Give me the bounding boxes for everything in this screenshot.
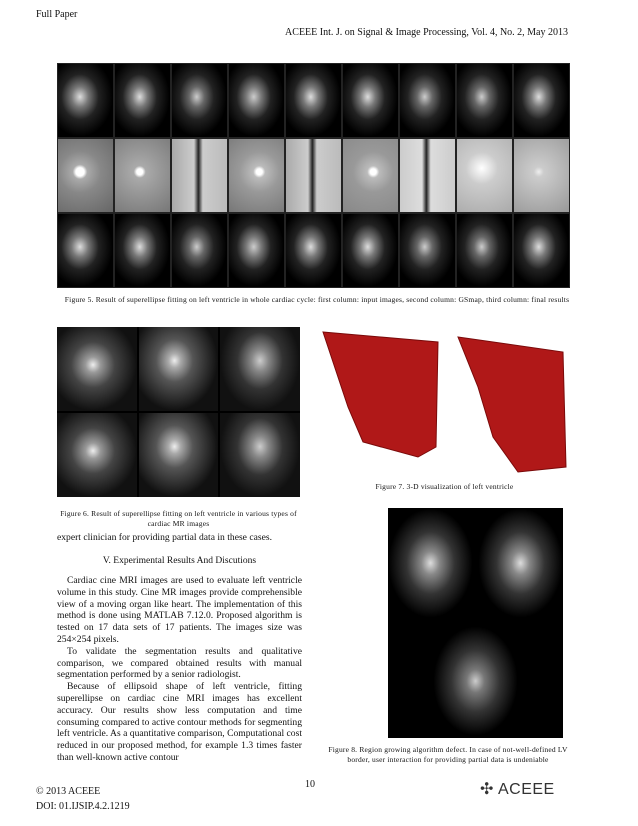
figure-5-image xyxy=(57,63,570,288)
body-lead-text: expert clinician for providing partial data in these cases. xyxy=(57,532,272,543)
running-head-left: Full Paper xyxy=(36,9,78,20)
figure-5-caption: Figure 5. Result of superellipse fitting on left ventricle in whole cardiac cycle: first column: input images, second column: GSmap, third column: final results xyxy=(64,295,570,304)
figure-5-row-gsmap xyxy=(57,138,570,213)
section-title: V. Experimental Results And Discutions xyxy=(102,556,257,566)
figure-7-image xyxy=(318,327,571,475)
figure-6-caption: Figure 6. Result of superellipse fitting on left ventricle in various types of cardiac MR images xyxy=(60,509,297,528)
footer-info xyxy=(36,784,130,814)
body-paragraphs xyxy=(57,575,302,764)
logo-text: ACEEE xyxy=(497,781,555,798)
running-head-right: ACEEE Int. J. on Signal & Image Processing, Vol. 4, No. 2, May 2013 xyxy=(285,27,568,38)
paragraph: Cardiac cine MRI images are used to evaluate left ventricle volume in this study. Cine MR images provide comprehensible view of a moving organ like heart. The implementation of this method is done using MATLAB 7.12.0. Proposed algorithm is tested on 17 data sets of 17 patients. The images size was 254×254 pixels. xyxy=(57,575,302,645)
figure-6-image xyxy=(57,327,300,497)
paragraph: Because of ellipsoid shape of left ventricle, fitting superellipse on cardiac cine MRI images has excellent accuracy. Our results show less computation and time consuming compared to active contour methods for segmenting left ventricle. As a quantitative comparison, Computational cost reduced in our proposed method, for example 1.3 times faster than well-known active contour xyxy=(57,681,302,763)
figure-7-caption: Figure 7. 3-D visualization of left ventricle xyxy=(375,482,514,491)
figure-8-caption: Figure 8. Region growing algorithm defect. In case of not-well-defined LV border, user interaction for providing partial data is undeniable xyxy=(328,745,568,764)
paragraph: To validate the segmentation results and qualitative comparison, we compared obtained results with manual segmentation performed by a senior radiologist. xyxy=(57,645,302,681)
figure-5-row-final xyxy=(57,213,570,288)
figure-8-image xyxy=(388,508,563,738)
publisher-logo xyxy=(480,779,555,799)
page-number: 10 xyxy=(305,779,315,790)
copyright: © 2013 ACEEE xyxy=(36,786,101,797)
doi: DOI: 01.IJSIP.4.2.1219 xyxy=(36,801,130,812)
figure-5-row-input xyxy=(57,63,570,138)
logo-icon: ✣ xyxy=(480,781,494,798)
